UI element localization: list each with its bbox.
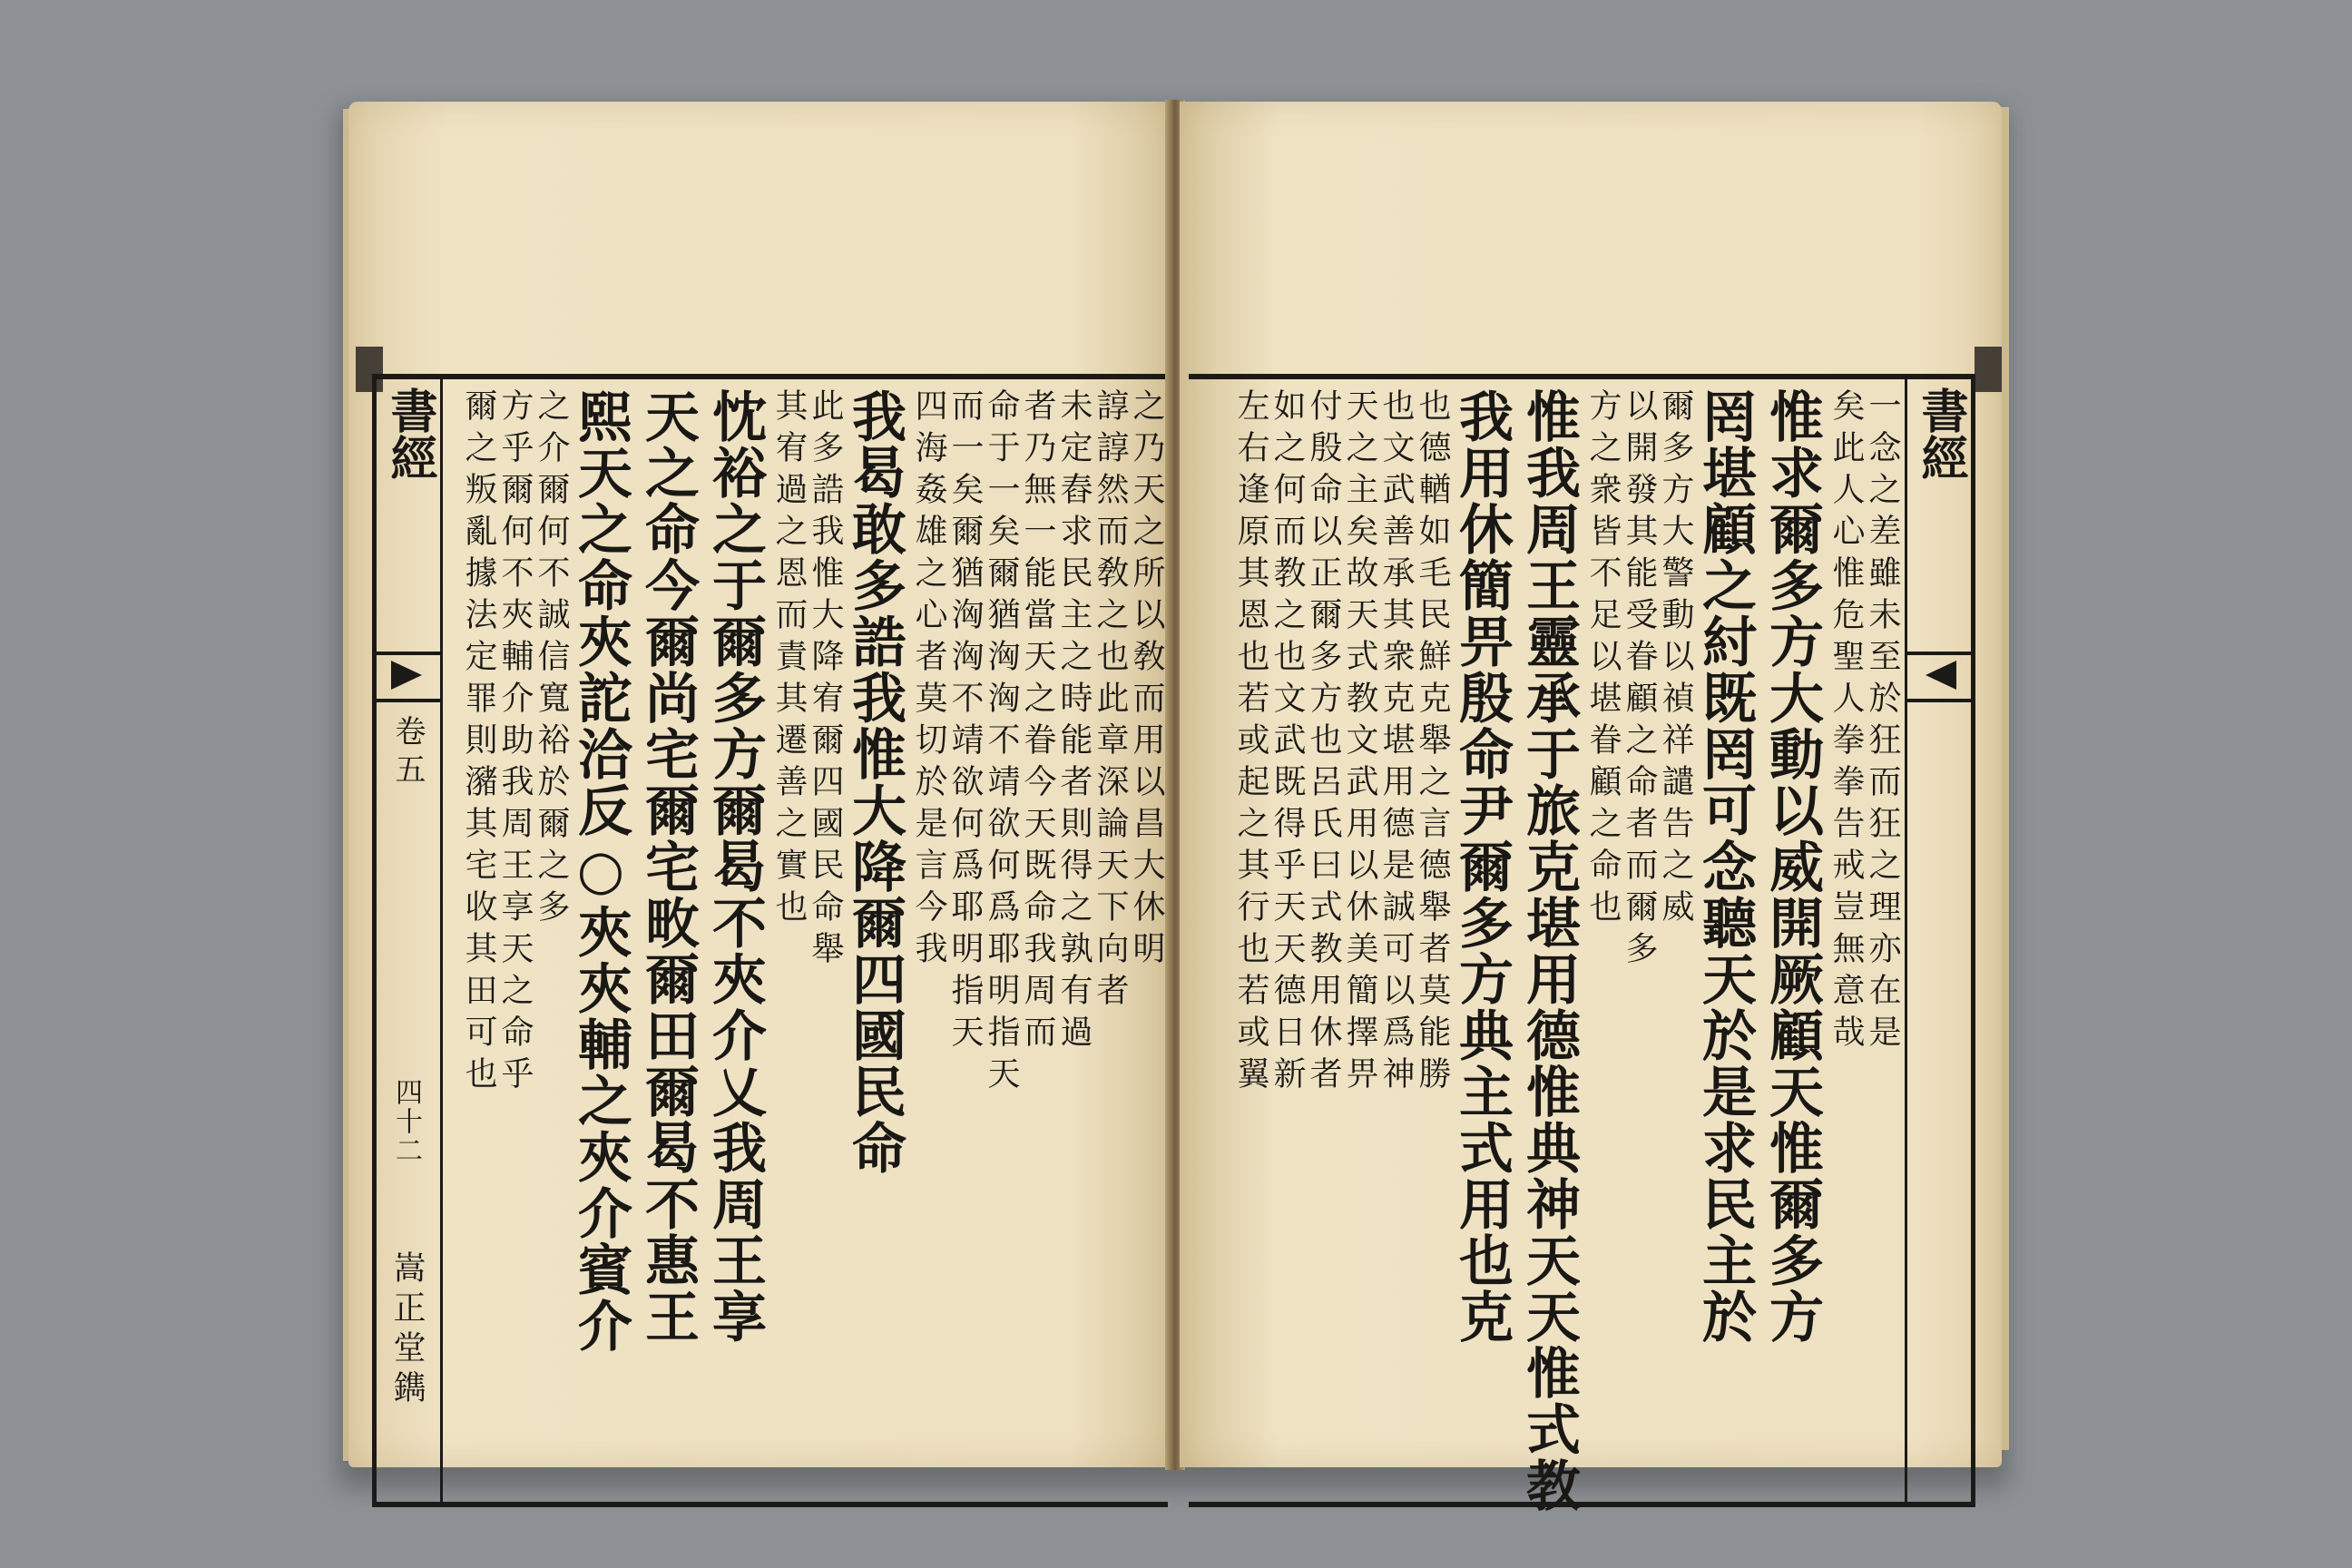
publisher-mark: 嵩正堂鐫 (388, 1250, 426, 1410)
text-column: 如之何而教之也文武既得乎天天德日新 (1269, 388, 1306, 1098)
text-column: 我用休簡畀殷命尹爾多方典主式用也克 (1450, 388, 1514, 1345)
fishtail-mark (377, 652, 440, 702)
right-columns (1194, 379, 1901, 1514)
text-column: 諄諄然而敎之也此章深論天下向者 (1092, 388, 1129, 1014)
text-column: 付殷命以正爾多方也呂氏曰式教用休者 (1305, 388, 1342, 1098)
text-column: 爾之叛亂據法定罪則瀦其宅收其田可也 (460, 388, 497, 1098)
left-text-area (449, 379, 1165, 1502)
fishtail-icon (1926, 661, 1956, 690)
text-column: 之乃天之所以敎而用以昌大休明 (1128, 388, 1165, 973)
text-column: 者乃無一能當天之眷今天既命我周而 (1019, 388, 1056, 1056)
text-column: 此多誥我惟大降宥爾四國民命舉 (807, 388, 844, 973)
text-column: 方乎爾何不夾輔介助我周王享天之命乎 (496, 388, 534, 1098)
right-text-frame (1189, 374, 1975, 1514)
text-column: 命于一矣爾猶洶洶不靖欲何爲耶明指天 (983, 388, 1020, 1098)
fishtail-icon (391, 661, 422, 690)
text-column: 而一矣爾猶洶洶不靖欲何爲耶明指天 (946, 388, 984, 1056)
text-column: 以開發其能受眷顧之命者而爾多 (1621, 388, 1658, 973)
right-text-area (1194, 379, 1901, 1514)
left-text-frame (372, 374, 1168, 1507)
text-column: 也德輶如毛民鮮克舉之言德舉者莫能勝 (1414, 388, 1451, 1098)
right-page (1180, 102, 2002, 1514)
folio-number: 四十二 (390, 1078, 422, 1165)
text-column: 方之衆皆不足以堪眷顧之命也 (1584, 388, 1622, 931)
text-column: 忱裕之于爾多方爾曷不夾介乂我周王享 (703, 388, 767, 1345)
left-columns (449, 379, 1165, 1502)
left-page (348, 102, 1170, 1467)
text-column: 之介爾何不誠信寬裕於爾之多 (533, 388, 570, 931)
text-column: 爾多方大警動以禎祥譴告之威 (1657, 388, 1694, 931)
text-column: 天之主矣故天式教文武用以休美簡擇畀 (1341, 388, 1378, 1098)
text-column: 熙天之命夾詑洽反○夾夾輔之夾介賓介 (569, 388, 632, 1354)
book-title: 書經 (1913, 387, 1968, 481)
left-banner (377, 379, 443, 1502)
text-column: 惟求爾多方大動以威開厥顧天惟爾多方 (1760, 388, 1824, 1345)
text-column: 一念之差雖未至於狂而狂之理亦在是 (1864, 388, 1901, 1056)
text-column: 四海姦雄之心者莫切於是言今我 (910, 388, 947, 973)
text-column: 也文武善承其衆克堪用德是誠可以爲神 (1377, 388, 1415, 1098)
volume-label: 卷五 (389, 715, 426, 791)
book-title: 書經 (382, 387, 437, 481)
text-column: 其宥過之恩而責其遷善之實也 (770, 388, 808, 931)
right-banner (1905, 379, 1971, 1502)
ink-bleed (1975, 347, 2002, 392)
text-column: 我曷敢多誥我惟大降爾四國民命 (843, 388, 906, 1176)
text-column: 罔堪顧之紂既罔可念聽天於是求民主於 (1693, 388, 1757, 1345)
fishtail-mark (1907, 652, 1971, 702)
text-column: 矣此人心惟危聖人拳拳告戒豈無意哉 (1828, 388, 1865, 1056)
text-column: 左右逢原其恩也若或起之其行也若或翼 (1232, 388, 1269, 1098)
text-column: 惟我周王靈承于旅克堪用德惟典神天天惟式教 (1517, 388, 1581, 1514)
text-column: 天之命今爾尚宅爾宅畋爾田爾曷不惠王 (636, 388, 700, 1345)
text-column: 未定舂求民主之時能者則得之孰有過 (1055, 388, 1093, 1056)
